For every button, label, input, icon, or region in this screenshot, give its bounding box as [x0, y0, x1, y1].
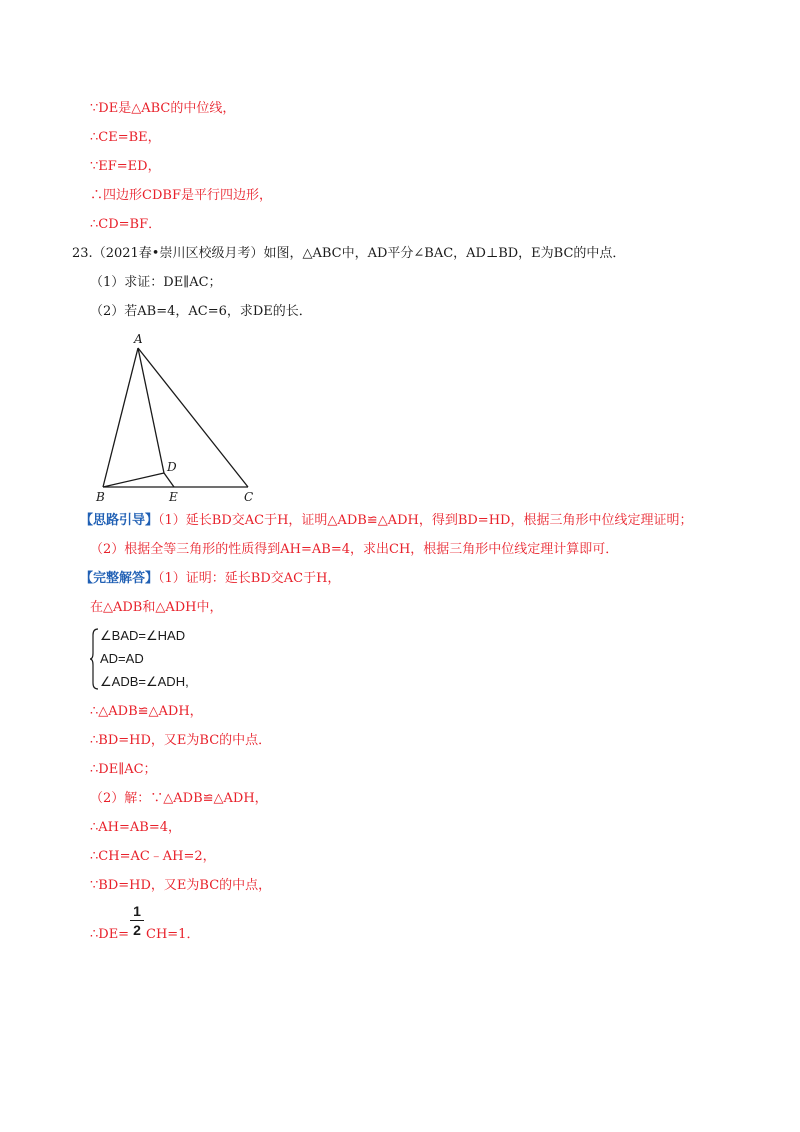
proof-line-4: ∴四边形CDBF是平行四边形，: [90, 188, 272, 203]
fraction-numerator: 1: [133, 903, 141, 919]
fraction-denominator: 2: [133, 922, 141, 938]
solution-step-3: ∴DE∥AC；: [90, 762, 157, 777]
brace-icon: [90, 627, 100, 691]
solution-head: 【完整解答】（1）证明：延长BD交AC于H，: [80, 571, 341, 586]
solution-step-6: ∵BD=HD，又E为BC的中点，: [90, 878, 272, 893]
system-row-3: ∠ADB=∠ADH,: [100, 674, 189, 689]
label-D: D: [167, 460, 177, 474]
segment-AC: [138, 348, 248, 487]
segment-AD: [138, 348, 164, 473]
hint-line-2: （2）根据全等三角形的性质得到AH=AB=4，求出CH，根据三角形中位线定理计算即可．: [90, 542, 619, 557]
segment-BD: [103, 473, 164, 487]
segment-AB: [103, 348, 138, 487]
label-A: A: [134, 332, 143, 346]
problem-part-2: （2）若AB=4，AC=6，求DE的长．: [90, 304, 312, 319]
solution-step-5: ∴CH=AC﹣AH=2，: [90, 849, 216, 864]
solution-part2-head: （2）解：∵△ADB≌△ADH，: [90, 791, 268, 806]
solution-step-4: ∴AH=AB=4，: [90, 820, 182, 835]
proof-line-5: ∴CD=BF．: [90, 217, 162, 232]
system-row-2: AD=AD: [100, 651, 144, 666]
solution-step-1: ∴△ADB≌△ADH，: [90, 704, 203, 719]
solution-final-suffix: CH=1．: [146, 927, 200, 942]
system-row-1: ∠BAD=∠HAD: [100, 628, 186, 643]
solution-intro: 在△ADB和△ADH中，: [90, 600, 223, 615]
problem-part-1: （1）求证：DE∥AC；: [90, 275, 222, 290]
congruence-system: [90, 627, 230, 691]
label-B: B: [96, 490, 105, 504]
label-E: E: [169, 490, 178, 504]
solution-step-2: ∴BD=HD，又E为BC的中点．: [90, 733, 272, 748]
solution-tag: 【完整解答】: [80, 571, 159, 586]
segment-DE: [164, 473, 174, 487]
proof-line-3: ∵EF=ED，: [90, 159, 161, 174]
hint-line-1: 【思路引导】（1）延长BD交AC于H，证明△ADB≌△ADH，得到BD=HD，根据三角形中位线定理证明；: [80, 513, 693, 528]
proof-line-2: ∴CE=BE，: [90, 130, 161, 145]
label-C: C: [244, 490, 254, 504]
problem-stem: 23.（2021春•崇川区校级月考）如图，△ABC中，AD平分∠BAC，AD⊥BD，E为BC的中点．: [72, 246, 626, 261]
triangle-figure: [90, 330, 270, 505]
solution-final-prefix: ∴DE=: [90, 927, 130, 942]
hint-tag: 【思路引导】: [80, 513, 159, 528]
fraction-one-half: [130, 903, 144, 938]
proof-line-1: ∵DE是△ABC的中位线，: [90, 101, 236, 116]
